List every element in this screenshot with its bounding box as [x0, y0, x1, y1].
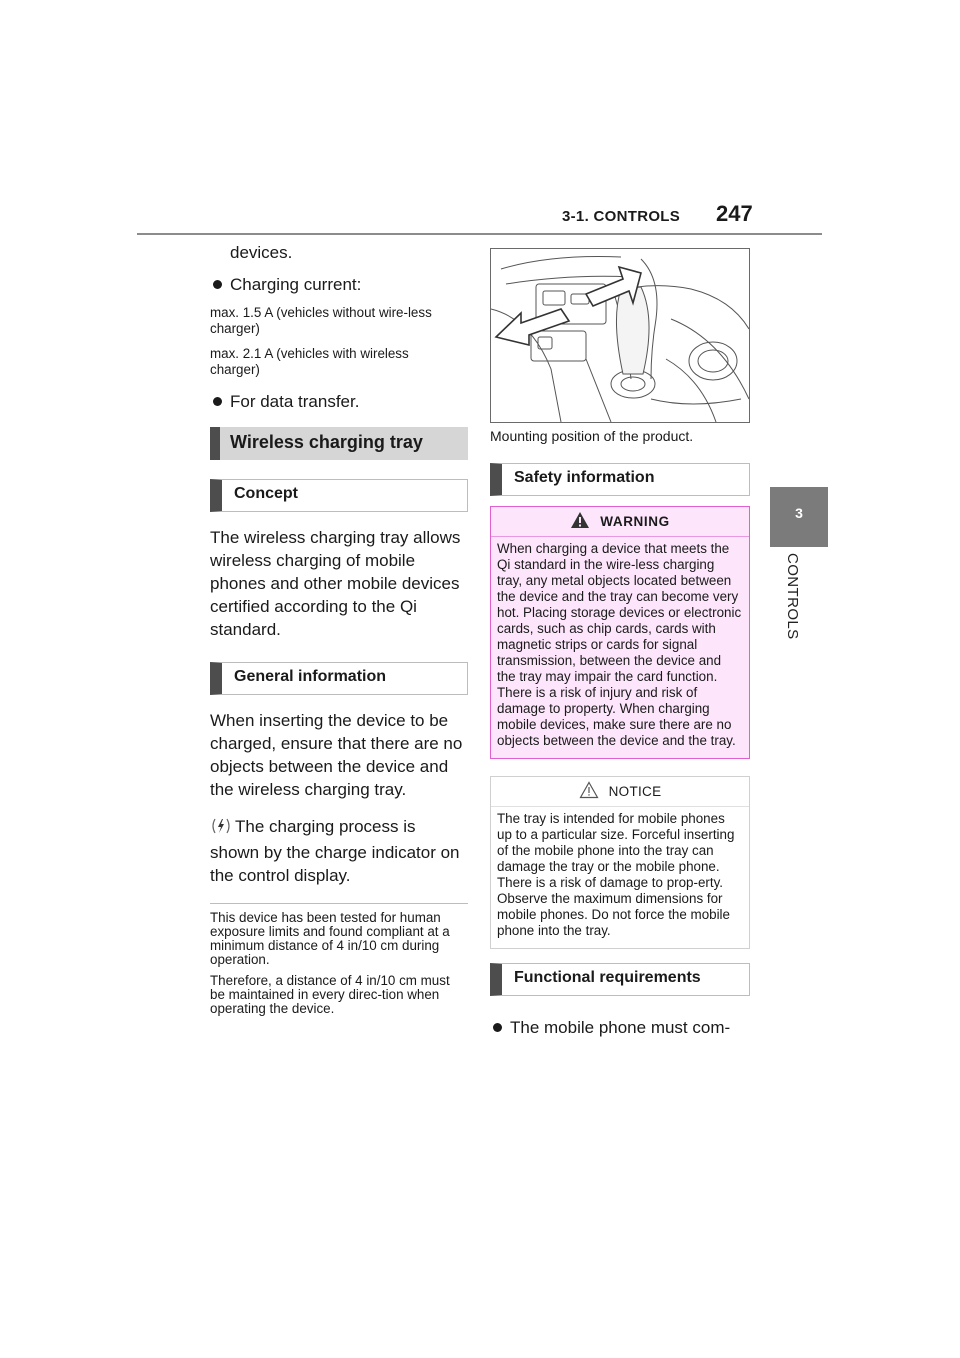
- current-without-charger: max. 1.5 A (vehicles without wire-less charger): [210, 305, 432, 336]
- mounting-position-figure: [490, 248, 750, 423]
- section-title: 3-1. CONTROLS: [562, 208, 681, 225]
- right-column: [490, 248, 752, 1039]
- notice-header: [491, 777, 749, 807]
- page-number: 247: [716, 201, 753, 226]
- concept-text: The wireless charging tray allows wireless charging of mobile phones and other mobile devices certified according to the Qi standard.: [210, 528, 461, 639]
- charging-process-text: The charging process is shown by the charge indicator on the control display.: [210, 817, 460, 885]
- heading-safety-information: Safety information: [490, 463, 750, 496]
- exposure-text-1: This device has been tested for human exposure limits and found compliant at a minimum distance of 4 in/10 cm during operation.: [210, 910, 450, 967]
- warning-title: WARNING: [600, 514, 670, 529]
- warning-box: [490, 506, 750, 759]
- warning-triangle-icon: [570, 511, 590, 532]
- bullet-data-transfer: For data transfer.: [210, 390, 470, 413]
- notice-text: The tray is intended for mobile phones up to a particular size. Forceful inserting of the mobile phone into the tray can damage the tray or the mobile phone. There is a risk of damage to prop-erty. Observe the maximum dimensions for mobile phones. Do not force the mobile phone into the tray.: [497, 811, 735, 938]
- continued-text: devices.: [230, 243, 293, 262]
- warning-text: When charging a device that meets the Qi standard in the wire-less charging tray, any metal objects located between the device and the tray can become very hot. Placing storage devices or electronic cards, such as chip cards, cards with magnetic strips or cards for signal transmission, between the device and the tray may impair the card function. There is a risk of injury and risk of damage to property. When charging mobile devices, make sure there are no objects between the device and the tray.: [497, 541, 742, 748]
- charging-process-paragraph: [210, 815, 465, 887]
- general-text: When inserting the device to be charged, ensure that there are no objects between the device and the wireless charging tray.: [210, 711, 463, 799]
- figure-caption: Mounting position of the product.: [490, 428, 694, 444]
- heading-concept: Concept: [210, 479, 468, 512]
- current-with-charger: max. 2.1 A (vehicles with wireless charger): [210, 346, 409, 377]
- chapter-tab: 3: [770, 487, 828, 547]
- exposure-text-2: Therefore, a distance of 4 in/10 cm must be maintained in every direc-tion when operating the device.: [210, 973, 450, 1016]
- wireless-charge-icon: [210, 817, 232, 841]
- left-column: [210, 238, 470, 1016]
- footnote-rule: [210, 903, 468, 904]
- bullet-mobile-phone: The mobile phone must com-: [490, 1016, 752, 1039]
- heading-wireless-charging-tray: Wireless charging tray: [210, 427, 468, 460]
- notice-triangle-icon: [579, 781, 599, 802]
- heading-functional-requirements: Functional requirements: [490, 963, 750, 996]
- notice-title: NOTICE: [608, 784, 662, 799]
- bullet-charging-current: Charging current:: [210, 273, 470, 296]
- header-rule: [137, 233, 822, 235]
- notice-box: [490, 776, 750, 949]
- page-header: [0, 200, 960, 240]
- heading-general-information: General information: [210, 662, 468, 695]
- warning-header: [491, 507, 749, 537]
- console-illustration: [491, 249, 749, 422]
- chapter-label: CONTROLS: [784, 553, 801, 640]
